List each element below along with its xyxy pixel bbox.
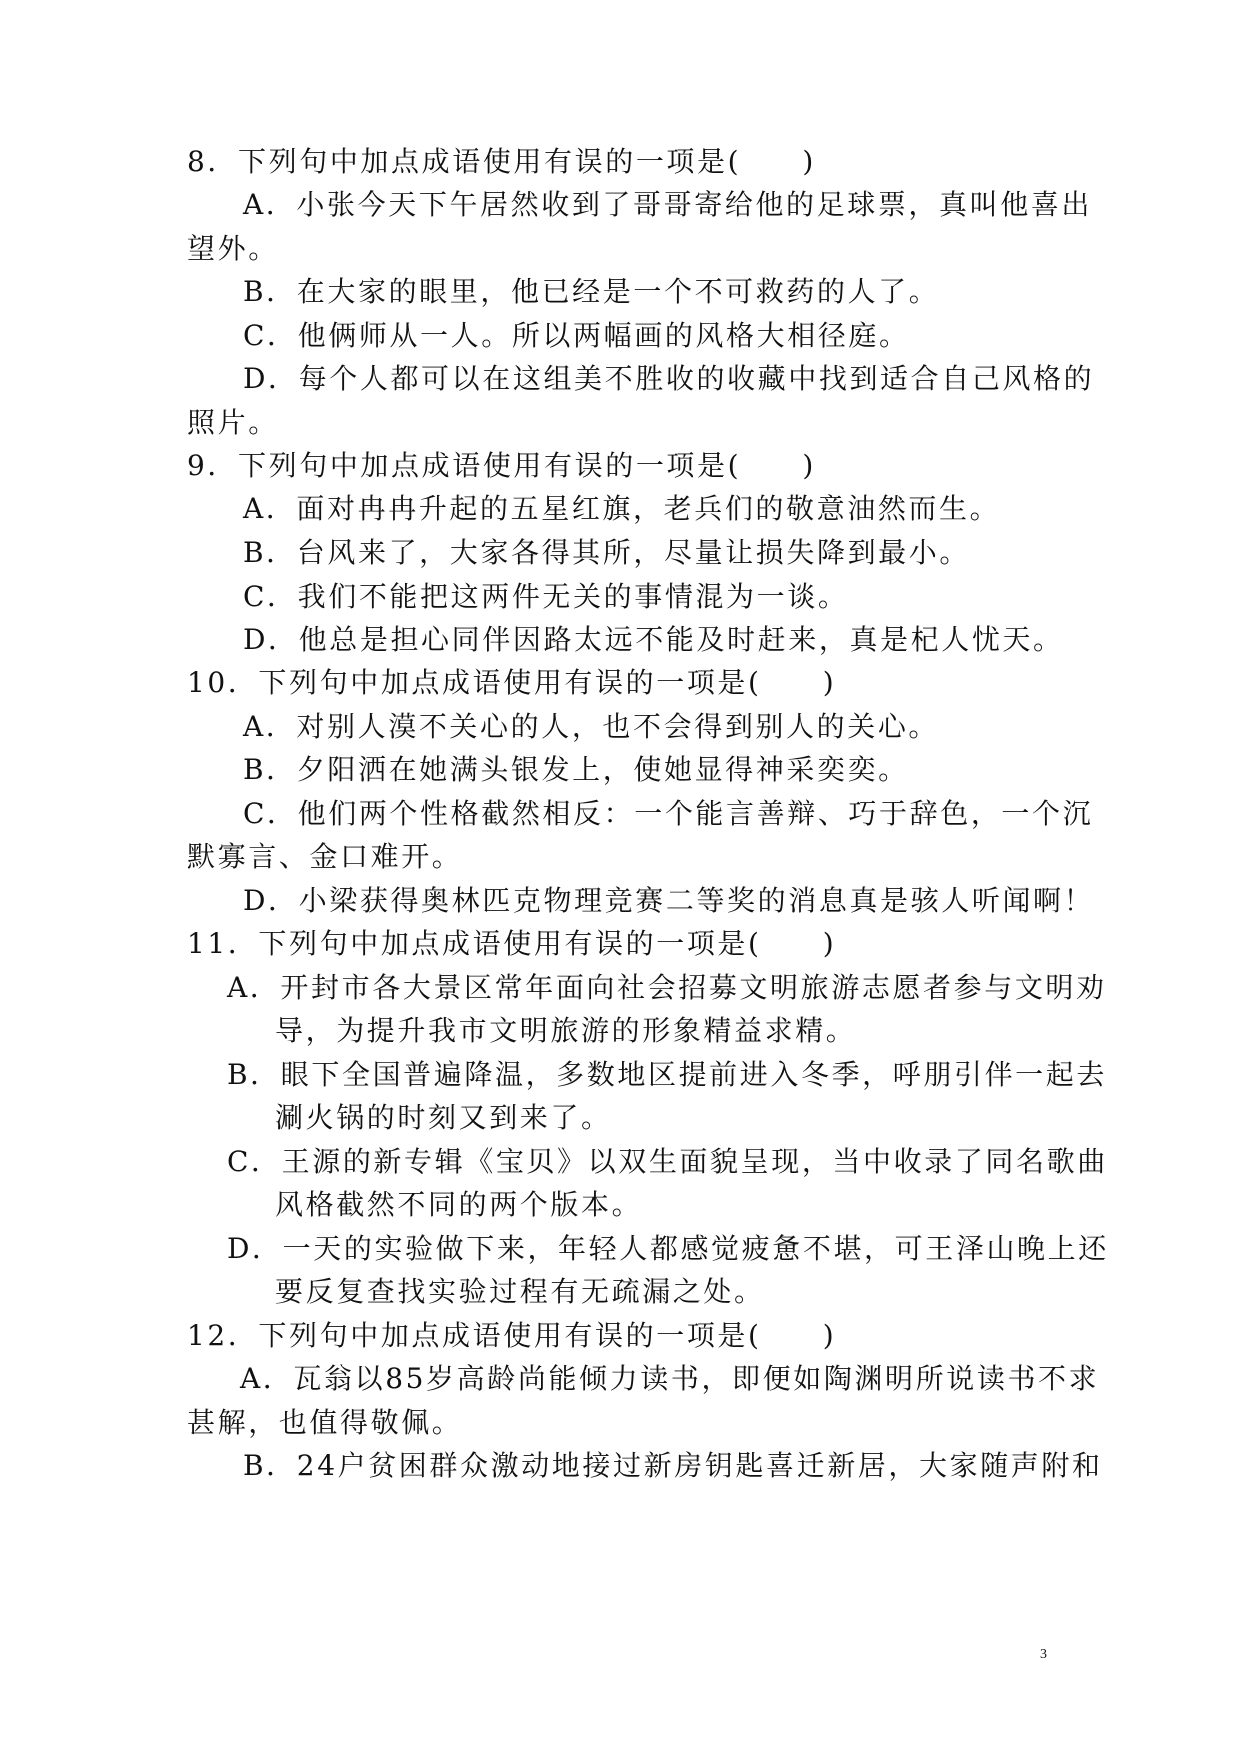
question-8-option-d: D．每个人都可以在这组美不胜收的收藏中找到适合自己风格的 [243,362,1095,395]
question-10-option-c-cont: 默寡言、金口难开。 [187,840,463,873]
question-11-option-a-cont: 导，为提升我市文明旅游的形象精益求精。 [275,1014,857,1047]
question-9-option-b: B．台风来了，大家各得其所，尽量让损失降到最小。 [243,536,970,569]
question-8-stem: 8．下列句中加点成语使用有误的一项是( ) [187,145,816,178]
question-8-option-d-cont: 照片。 [187,406,279,439]
question-9-stem: 9．下列句中加点成语使用有误的一项是( ) [187,449,816,482]
question-10-option-d: D．小梁获得奥林匹克物理竞赛二等奖的消息真是骇人听闻啊！ [243,884,1095,917]
question-9-option-a: A．面对冉冉升起的五星红旗，老兵们的敬意油然而生。 [243,492,1001,525]
question-12-stem: 12．下列句中加点成语使用有误的一项是( ) [187,1319,837,1352]
question-8-option-a-cont: 望外。 [187,232,279,265]
question-11-stem: 11．下列句中加点成语使用有误的一项是( ) [187,927,837,960]
question-11-option-d: D．一天的实验做下来，年轻人都感觉疲惫不堪，可王泽山晚上还 [227,1232,1109,1265]
question-8-option-b: B．在大家的眼里，他已经是一个不可救药的人了。 [243,275,940,308]
question-10-option-c: C．他们两个性格截然相反：一个能言善辩、巧于辞色，一个沉 [243,797,1094,830]
question-10-stem: 10．下列句中加点成语使用有误的一项是( ) [187,666,837,699]
question-9-option-d: D．他总是担心同伴因路太远不能及时赶来，真是杞人忧天。 [243,623,1064,656]
question-8-option-c: C．他俩师从一人。所以两幅画的风格大相径庭。 [243,319,910,352]
question-9-option-c: C．我们不能把这两件无关的事情混为一谈。 [243,580,849,613]
question-12-option-a-cont: 甚解，也值得敬佩。 [187,1406,463,1439]
page-number: 3 [1040,1647,1047,1662]
question-11-option-d-cont: 要反复查找实验过程有无疏漏之处。 [275,1275,765,1308]
question-11-option-b: B．眼下全国普遍降温，多数地区提前进入冬季，呼朋引伴一起去 [227,1058,1107,1091]
question-10-option-a: A．对别人漠不关心的人，也不会得到别人的关心。 [243,710,940,743]
question-11-option-b-cont: 涮火锅的时刻又到来了。 [275,1101,612,1134]
question-11-option-c: C．王源的新专辑《宝贝》以双生面貌呈现，当中收录了同名歌曲 [227,1145,1108,1178]
question-12-option-b: B．24户贫困群众激动地接过新房钥匙喜迁新居，大家随声附和 [243,1449,1103,1482]
question-12-option-a: A．瓦翁以85岁高龄尚能倾力读书，即便如陶渊明所说读书不求 [240,1362,1100,1395]
question-11-option-c-cont: 风格截然不同的两个版本。 [275,1188,643,1221]
question-11-option-a: A．开封市各大景区常年面向社会招募文明旅游志愿者参与文明劝 [227,971,1107,1004]
question-8-option-a: A．小张今天下午居然收到了哥哥寄给他的足球票，真叫他喜出 [243,188,1093,221]
question-10-option-b: B．夕阳洒在她满头银发上，使她显得神采奕奕。 [243,753,909,786]
